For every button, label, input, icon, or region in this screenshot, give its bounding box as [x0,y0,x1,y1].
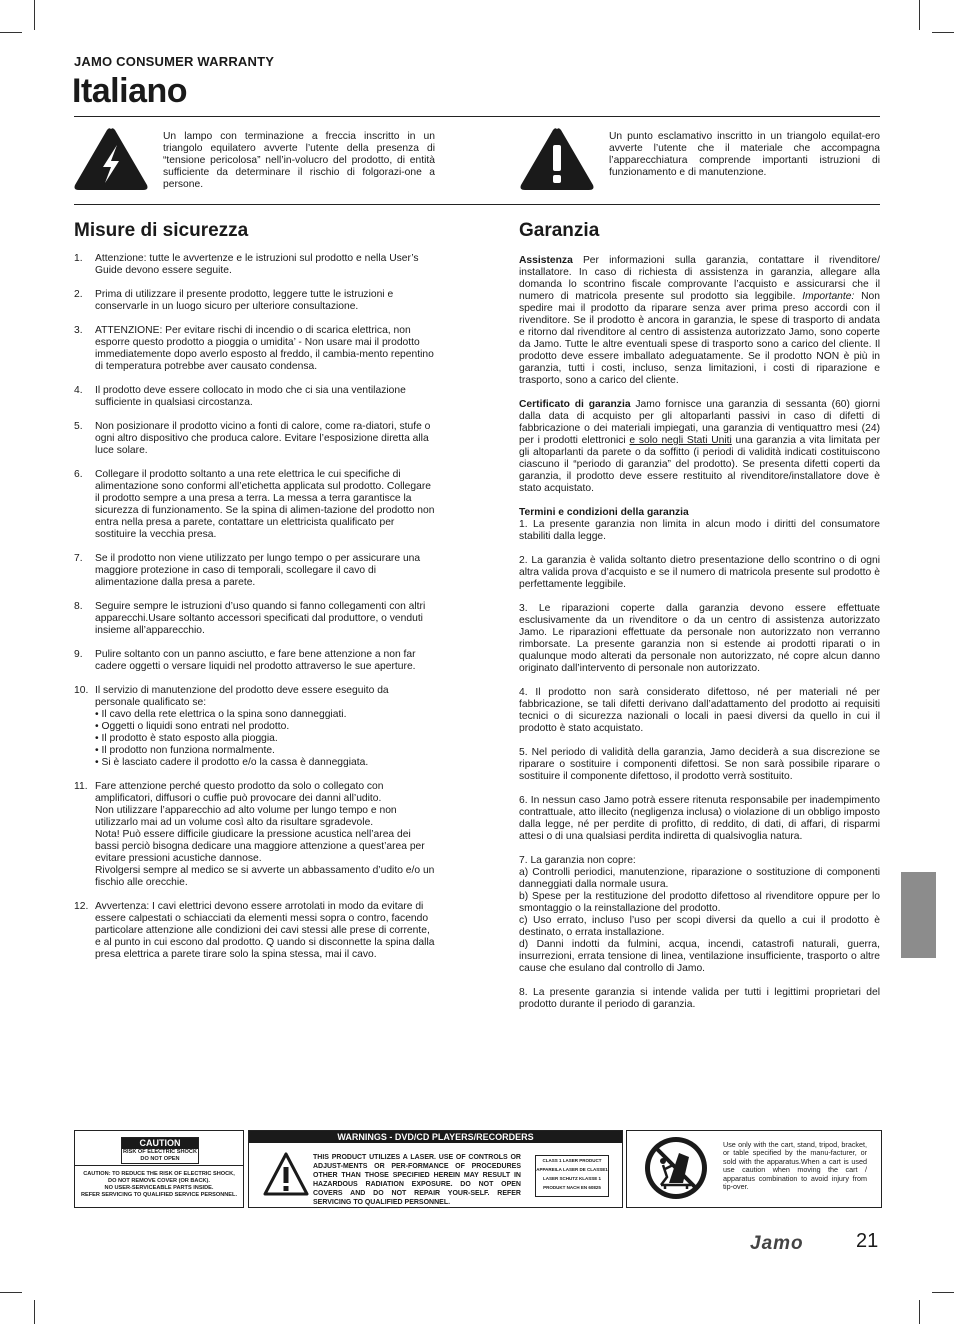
language-side-tab [901,872,936,958]
importante-label: Importante: [802,291,855,302]
sub-item: Rivolgersi sempre al medico se si avverte un abbassamento d’udito e/o un fischio alle orecchie. [95,865,435,888]
term7-item: d) Danni indotti da fulmini, acqua, incendi, catastrofi naturali, guerra, insurrezioni, errata tensione di linea, ventilazione insufficiente, trasporto o altre cause che esulano dal controllo di Jamo. [519,939,880,974]
assistenza-text: Per informazioni sulla garanzia, contattare il rivenditore/ installatore. In caso di richiesta di assistenza in garanzia, allegare alla domanda lo scontrino fiscale comprovante l’acquisto e assicurarsi che il numero di matricola presente sul prodotto sia leggibile. [519,255,880,302]
crop-mark [0,1292,22,1293]
item-text: Il prodotto deve essere collocato in modo che ci sia una ventilazione sufficiente in qualsiasi circostanza. [95,385,406,408]
term7-intro: 7. La garanzia non copre: [519,855,636,866]
item-number: 2. [74,289,83,300]
laser-line: PRODUKT NACH EN 60825 [543,1185,601,1190]
mid-rule [74,204,880,205]
terms-title: Termini e condizioni della garanzia [519,507,689,518]
crop-mark [34,1300,35,1324]
item-number: 4. [74,385,83,396]
item-text: Avvertenza: I cavi elettrici devono essere arrotolati in modo da evitare di essere calpestati o schiacciati da elementi messi sopra o contro, facendo particolare attenzione alle condizioni dei cavi stessi alle prese di corrente, e al punto in cui escono dal prodotto. Q uando si disconnette la spina dalla presa elettrica a parete tirare solo la spina stessa, mai il cavo. [95,901,435,960]
laser-label [535,1155,609,1197]
jamo-logo: Jamo [750,1233,804,1254]
crop-mark [919,1300,920,1324]
lightning-warning-icon [73,127,149,191]
crop-mark [0,32,22,33]
item-number: 11. [74,781,88,792]
list-item [74,685,436,769]
item-number: 8. [74,601,83,612]
caution-header [121,1137,199,1164]
list-item [74,325,436,373]
term7-item: c) Uso errato, incluso l’uso per scopi diversi da quello a cui il prodotto è destinato, o errata installazione. [519,915,880,938]
term-item: 5. Nel periodo di validità della garanzia, Jamo deciderà a sua discrezione se riparare o sostituire i componenti difettosi. Se non sarà possibile riparare o sostituire il componente difettoso, il prodotto verrà sostituito. [519,747,880,782]
assistenza-text2: Non spedire mai il prodotto da riparare senza aver prima preso accordi con il rivenditore. Se il prodotto è ancora in garanzia, le spese di trasporto di andata e ritorno dal rivenditore al centro di assistenza autorizzato Jamo, sono coperte da Jamo. Tutte le altre eventuali spese di trasporto sono a carico del cliente. Il prodotto deve essere imballato adeguatamente. Se il prodotto NON è più in garanzia, tutti i costi, incluso, senza limitazioni, i costi di riparazione e trasporto, sono a carico del cliente. [519,291,880,386]
sub-item: • Il prodotto è stato esposto alla pioggia. [95,733,278,744]
item-text: Collegare il prodotto soltanto a una rete elettrica le cui specifiche di alimentazione sono conformi all’etichetta applicata sul prodotto. Collegare il prodotto sempre a una presa a terra. La messa a terra garantisce la sicurezza di funzionamento. Se la spina di alimen-tazione del prodotto non entra nella presa a parete, contattare un elettricista qualificato per sostituire la vecchia presa. [95,469,435,540]
list-item [74,253,436,277]
sub-item: • Il prodotto non funziona normalmente. [95,745,275,756]
item-number: 5. [74,421,83,432]
sub-item: Non utilizzare l’apparecchio ad alto volume per lungo tempo e non utilizzarlo mai ad un volume così alto da risultare sgradevole. [95,805,397,828]
list-item [74,601,436,637]
crop-mark [34,0,35,30]
certificato-text2: una garanzia a vita limitata per gli altoparlanti da parete o da soffitto (i periodi di validità indicati costituiscono ciascuno il “periodo di garanzia” del prodotto). Se presenta difetti coperti da garanzia, il prodotto deve essere restituito al rivenditore/installatore dove è stato acquistato. [519,435,880,494]
item-text: Fare attenzione perché questo prodotto da solo o collegato con amplificatori, diffusori o cuffie può provocare dei danni all’udito. [95,781,384,804]
caution-sub: DO NOT OPEN [140,1156,180,1162]
item-text: Prima di utilizzare il presente prodotto, leggere tutte le istruzioni e conservarle in un luogo sicuro per ulteriore consultazione. [95,289,394,312]
list-item [74,469,436,541]
caution-line: CAUTION: TO REDUCE THE RISK OF ELECTRIC SHOCK, [83,1171,235,1177]
caution-divider [75,1165,243,1166]
dvd-warning-box [248,1130,623,1208]
caution-body [77,1171,241,1199]
list-item [74,289,436,313]
list-item [74,385,436,409]
list-item [74,649,436,673]
sub-item: • Il cavo della rete elettrica o la spina sono danneggiati. [95,709,347,720]
page-number: 21 [856,1230,879,1252]
safety-list [74,253,436,961]
item-number: 9. [74,649,83,660]
certificato-paragraph [519,399,880,495]
list-item [74,781,436,889]
item-number: 3. [74,325,83,336]
top-rule [74,116,880,117]
certificato-text: Jamo fornisce una garanzia di sessanta (60) giorni dalla data di acquisto per gli altoparlanti passivi in caso di difetti di fabbricazione o dei materiali impiegati, una garanzia di ventiquattro mesi (24) per i prodotti elettronici [519,399,880,446]
item-text: Se il prodotto non viene utilizzato per lungo tempo o per assicurare una maggiore protezione in caso di temporali, scollegare il cavo di alimentazione dalla presa a parete. [95,553,421,588]
term-item: 3. Le riparazioni coperte dalla garanzia devono essere effettuate esclusivamente da un rivenditore o da un centro di assistenza autorizzato Jamo. Le riparazioni effettuate da personale non autorizzato non verranno rimborsate. La presente garanzia non si estende ai prodotti riparati o in qualunque modo alterati da personale non autorizzato, né copre alcun danno originato dall’intervento di personale non autorizzato. [519,603,880,674]
caution-line: DO NOT REMOVE COVER (OR BACK). [108,1178,210,1184]
item-number: 6. [74,469,83,480]
assistenza-paragraph [519,255,880,387]
term-item: 2. La garanzia è valida soltanto dietro presentazione dello scontrino o di ogni altra valida prova d’acquisto e se il numero di matricola presente sul prodotto è perfettamente leggibile. [519,555,880,590]
exclamation-warning-text: Un punto esclamativo inscritto in un triangolo equilat-ero avverte l’utente che il materiale che accompagna l’apparecchiatura comprende importanti istruzioni di funzionamento e di manutenzione. [609,131,880,178]
crop-mark [932,32,954,33]
laser-line: APPAREILA LASER DE CLASSE1 [536,1167,608,1172]
caution-title: CAUTION [122,1138,198,1149]
item-text: Non posizionare il prodotto vicino a fonti di calore, come ra-diatori, stufe o ogni altro dispositivo che produca calore. Evitare l’esposizione diretta alla luce solare. [95,421,431,456]
crop-mark [919,0,920,30]
warranty-title: Garanzia [519,220,600,241]
item-number: 12. [74,901,89,912]
assistenza-label: Assistenza [519,255,573,266]
item-text: Seguire sempre le istruzioni d’uso quando si fanno collegamenti con altri apparecchi.Usare soltanto accessori specificati dal produttore, o venduti insieme all’apparecchio. [95,601,426,636]
caution-sub: RISK OF ELECTRIC SHOCK [123,1149,197,1155]
caution-line: REFER SERVICING TO QUALIFIED SERVICE PERSONNEL. [80,1192,238,1198]
item-number: 10. [74,685,89,696]
list-item [74,421,436,457]
sub-item: • Oggetti o liquidi sono entrati nel prodotto. [95,721,290,732]
exclamation-warning-icon [519,127,595,191]
cart-warning-box [626,1130,882,1208]
caution-line: NO USER-SERVICEABLE PARTS INSIDE. [104,1185,214,1191]
cart-tip-over-icon [643,1135,709,1201]
item-text: Attenzione: tutte le avvertenze e le istruzioni sul prodotto e nella User’s Guide devono essere seguite. [95,253,419,276]
cart-warning-text: Use only with the cart, stand, tripod, bracket, or table specified by the manu-facturer, or sold with the apparatus.When a cart is used use caution when moving the cart / apparatus combination to avoid injury from tip-over. [723,1140,867,1192]
certificato-label: Certificato di garanzia [519,399,631,410]
term-item: 4. Il prodotto non sarà considerato difettoso, né per materiali né per fabbricazione, se tali difetti derivano dall’adattamento del prodotto ai requisiti tecnici o di sicurezza nazionali o locali in paesi diversi da quello in cui il prodotto è stato acquistato. [519,687,880,734]
certificato-underline: e solo negli Stati Uniti [629,435,732,446]
dvd-warning-text: THIS PRODUCT UTILIZES A LASER. USE OF CONTROLS OR ADJUST-MENTS OR PER-FORMANCE OF PROCEDURES OTHER THAN THOSE SPECIFIED HEREIN MAY RESULT IN HAZARDOUS RADIATION EXPOSURE. DO NOT OPEN COVERS AND DO NOT REPAIR YOUR-SELF. REFER SERVICING TO QUALIFIED PERSONNEL. [313,1154,521,1206]
term7-item: b) Spese per la restituzione del prodotto difettoso al rivenditore oppure per lo smontaggio o la reinstallazione del prodotto. [519,891,880,914]
sub-item: • Si è lasciato cadere il prodotto e/o la cassa è danneggiata. [95,757,369,768]
item-text: Il servizio di manutenzione del prodotto deve essere eseguito da personale qualificato se: [95,685,389,708]
exclamation-warning-icon [263,1151,309,1197]
list-item [74,553,436,589]
dvd-warning-title: WARNINGS - DVD/CD PLAYERS/RECORDERS [249,1131,622,1143]
item-text: Pulire soltanto con un panno asciutto, e fare bene attenzione a non far cadere oggetti o versare liquidi nel prodotto attraverso le sue aperture. [95,649,416,672]
term-item: 6. In nessun caso Jamo potrà essere ritenuta responsabile per inadempimento contrattuale, atto illecito (negligenza inclusa) o violazione di un obbligo imposto dalla legge, né per perdite di profitto, di reddito, di dati, di affari, di risparmi attesi o di una qualsiasi perdita indiretta di qualsivoglia natura. [519,795,880,842]
term-item: 1. La presente garanzia non limita in alcun modo i diritti del consumatore stabiliti dalla legge. [519,519,880,542]
term7-item: a) Controlli periodici, manutenzione, riparazione o sostituzione di componenti danneggiati dalla normale usura. [519,867,880,890]
item-number: 7. [74,553,83,564]
laser-line: CLASS 1 LASER PRODUCT [542,1158,602,1163]
safety-list-column [74,253,436,973]
page-title: Italiano [72,72,188,110]
crop-mark [932,1292,954,1293]
caution-box [74,1130,244,1208]
item-text: ATTENZIONE: Per evitare rischi di incendio o di scarica elettrica, non esporre questo prodotto a pioggia o umidita’ - Non usare mai il prodotto immediatemente dopo averlo esposto al freddo, il cambia-mento repentino di temperatura potrebbe aver causato condensa. [95,325,434,372]
term-item: 8. La presente garanzia si intende valida per tutti i legittimi proprietari del prodotto durante il periodo di garanzia. [519,987,880,1010]
header-label: JAMO CONSUMER WARRANTY [74,54,275,69]
list-item [74,901,436,961]
laser-line: LASER SCHUTZ KLASSE 1 [542,1176,601,1181]
lightning-warning-text: Un lampo con terminazione a freccia inscritto in un triangolo equilatero avverte l’utente della presenza di “tensione pericolosa” nell’in-volucro del prodotto, di entità sufficiente da determinare il rischio di folgorazi-one a persone. [163,131,435,190]
safety-title: Misure di sicurezza [74,220,249,241]
item-number: 1. [74,253,83,264]
warranty-column [519,255,880,1023]
sub-item: Nota! Può essere difficile giudicare la pressione acustica nell’area dei bassi perciò bisogna dedicare una maggiore attenzione a quest’area per evitare pressioni acustiche dannose. [95,829,425,864]
